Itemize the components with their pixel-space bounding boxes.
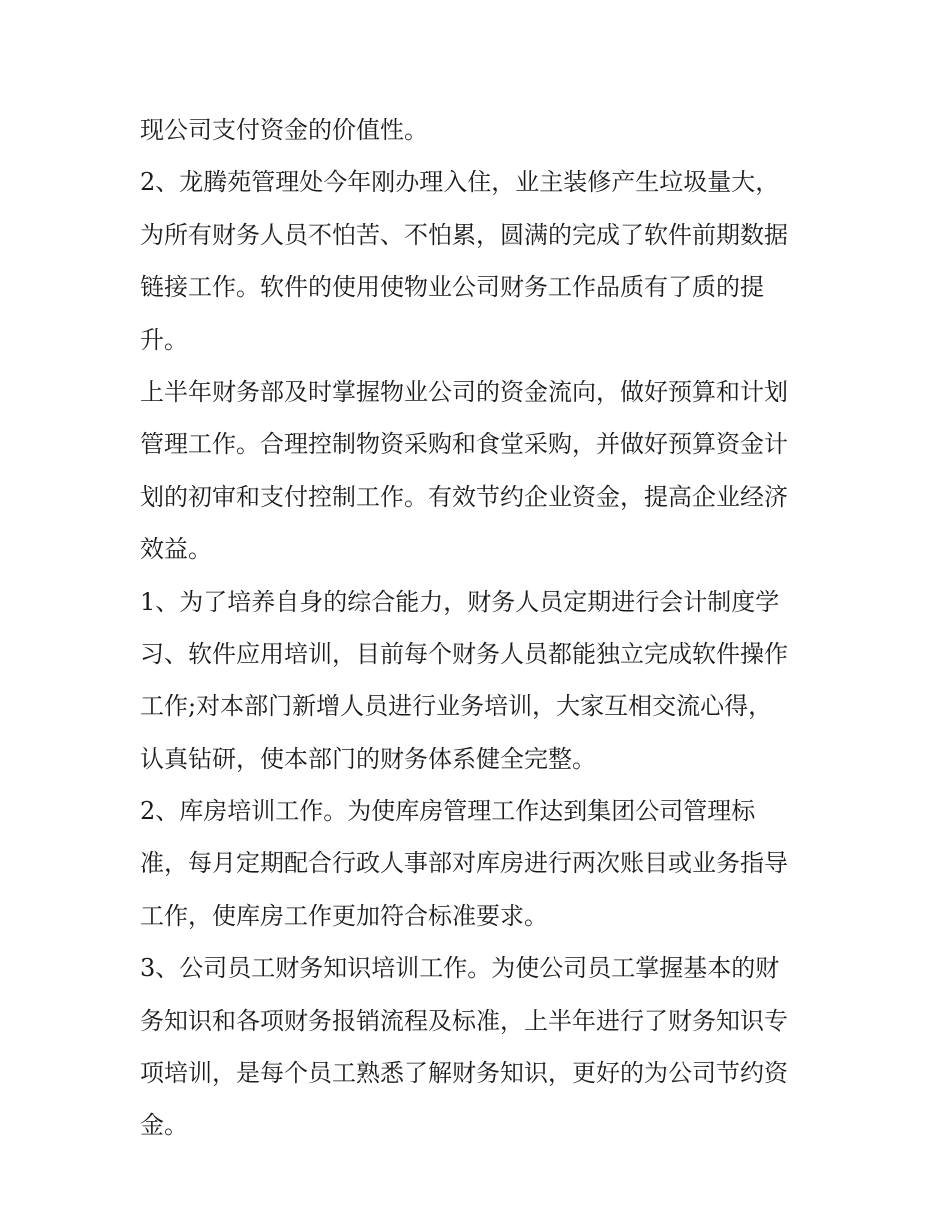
text-line: 现公司支付资金的价值性。 <box>140 116 428 144</box>
text-line: 工作;对本部门新增人员进行业务培训，大家互相交流心得， <box>140 692 773 721</box>
text-line: 认真钻研，使本部门的财务体系健全完整。 <box>140 744 596 773</box>
text-line: 升。 <box>140 325 188 354</box>
text-line: 效益。 <box>140 535 212 564</box>
text-line: 2、库房培训工作。为使库房管理工作达到集团公司管理标 <box>140 797 756 826</box>
text-line: 链接工作。软件的使用使物业公司财务工作品质有了质的提 <box>140 273 764 302</box>
text-line: 项培训，是每个员工熟悉了解财务知识，更好的为公司节约资 <box>140 1059 788 1088</box>
text-line: 管理工作。合理控制物资采购和食堂采购，并做好预算资金计 <box>140 430 788 459</box>
text-line: 划的初审和支付控制工作。有效节约企业资金，提高企业经济 <box>140 482 788 511</box>
text-line: 金。 <box>140 1111 188 1140</box>
text-line: 准，每月定期配合行政人事部对库房进行两次账目或业务指导 <box>140 849 788 878</box>
text-line: 2、龙腾苑管理处今年刚办理入住，业主装修产生垃圾量大， <box>140 168 780 197</box>
text-line: 工作，使库房工作更加符合标准要求。 <box>140 901 548 930</box>
text-line: 3、公司员工财务知识培训工作。为使公司员工掌握基本的财 <box>140 954 780 983</box>
text-line: 为所有财务人员不怕苦、不怕累，圆满的完成了软件前期数据 <box>140 220 788 249</box>
text-line: 务知识和各项财务报销流程及标准，上半年进行了财务知识专 <box>140 1006 788 1035</box>
text-line: 上半年财务部及时掌握物业公司的资金流向，做好预算和计划 <box>140 377 788 406</box>
document-body <box>140 104 840 1152</box>
text-line: 习、软件应用培训，目前每个财务人员都能独立完成软件操作 <box>140 639 788 668</box>
text-line: 1、为了培养自身的综合能力，财务人员定期进行会计制度学 <box>140 587 780 616</box>
